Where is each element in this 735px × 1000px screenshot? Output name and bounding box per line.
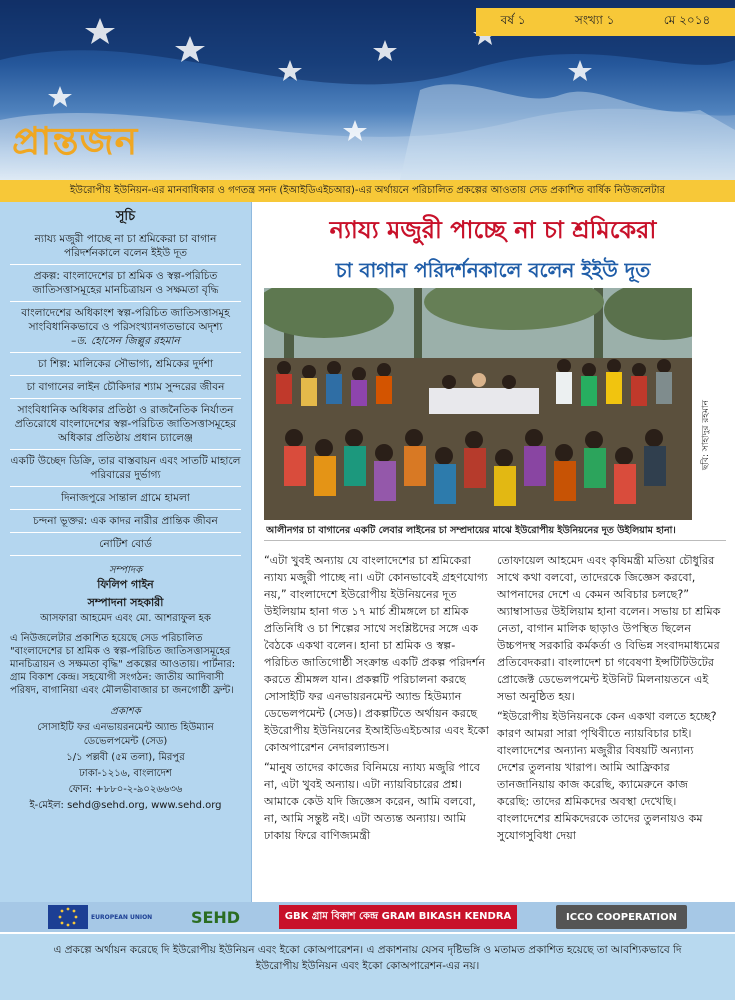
article-column-1: [264, 552, 489, 900]
issue-date: মে ২০১৪: [663, 13, 711, 27]
toc-heading: সূচি: [115, 209, 136, 224]
icco-logo: ICCO COOPERATION: [556, 905, 687, 929]
toc-item: সাংবিধানিক অধিকার প্রতিষ্ঠা ও রাজনৈতিক নির্যাতন প্রতিরোধে বাংলাদেশের স্বল্প-পরিচিত জাতিসত্তাসমূহের অধিকার প্রতিষ্ঠায় প্রধান চ্যালেঞ্জ: [10, 399, 241, 450]
toc-item-author: –ড. হোসেন জিল্লুর রহমান: [71, 335, 180, 347]
email-website[interactable]: ই-মেইল: sehd@sehd.org, www.sehd.org: [29, 800, 222, 811]
phone-number: ফোন: +৮৮০-২-৯০২৬৬৩৬: [68, 784, 183, 795]
publisher-label: প্রকাশক: [110, 706, 141, 717]
toc-item-title: বাংলাদেশের অধিকাংশ স্বল্প-পরিচিত জাতিসত্তাসমূহ সাংবিধানিকভাবে ও পরিসংখ্যানগতভাবে অদৃশ্য: [21, 307, 230, 333]
newsletter-title: প্রান্তজন: [12, 118, 139, 163]
article-paragraph: “এটা খুবই অন্যায় যে বাংলাদেশের চা শ্রমিকেরা ন্যায্য মজুরী পাচ্ছে না। এটা কোনভাবেই গ্রহণযোগ্য নয়,” বাংলাদেশে ইউরোপীয় ইউনিয়নের দূত উইলিয়াম হানা গত ১৭ মার্চ শ্রীমঙ্গলে চা শ্রমিক প্রতিনিধি ও চা শিল্পের সাথে সংশ্লিষ্টদের সঙ্গে এক বৈঠকে একথা বলেন। হানা চা শ্রমিক ও স্বল্প-পরিচিত জাতিগোষ্ঠী সংক্রান্ত একটি প্রকল্প পরিদর্শন করতে শ্রীমঙ্গল যান। প্রকল্পটি পরিচালনা করছে সোসাইটি ফর এনভায়রনমেন্ট অ্যান্ড হিউম্যান ডেভেলপমেন্ট (সেড)। প্রকল্পটিতে অর্থায়ন করছে ইউরোপীয় ইউনিয়নের ইআইডিএইচআর এবং ইকো কোঅপারেশন নেদারল্যান্ডস।: [264, 554, 489, 754]
meeting-photo: [264, 288, 692, 520]
crowd-photo-illustration: [264, 288, 692, 520]
publisher-name: সোসাইটি ফর এনভায়রনমেন্ট অ্যান্ড হিউম্যান ডেভেলপমেন্ট (সেড): [37, 722, 214, 747]
caption-divider: [264, 540, 726, 541]
assoc-editor-label: সম্পাদনা সহকারী: [87, 596, 164, 609]
address-line: ১/১ পল্লবী (৫ম তলা), মিরপুর: [66, 752, 185, 763]
issue-number: সংখ্যা ১: [574, 13, 615, 27]
gbk-logo: GBK গ্রাম বিকাশ কেন্দ্র GRAM BIKASH KENDRA: [279, 905, 517, 929]
sidebar-contents: [0, 202, 252, 902]
sehd-logo: SEHD: [190, 907, 241, 927]
editor-label: সম্পাদক: [108, 565, 143, 576]
sponsor-logo-bar: [0, 902, 735, 932]
article-paragraph: তোফায়েল আহমেদ এবং কৃষিমন্ত্রী মতিয়া চৌধুরির সাথে কথা বলবো, তাদেরকে জিজ্ঞেস করবো, আপনাদের দেশে এ কেমন অবিচার চলছে?” অ্যাম্বাসাডর উইলিয়াম হানা বলেন। সভায় চা শ্রমিক নেতা, বাগান মালিক ছাড়াও উপস্থিত ছিলেন উচ্চপদস্থ সরকারি কর্মকর্তা ও বিভিন্ন সংবাদমাধ্যমের প্রতিবেদকরা। বাংলাদেশ চা গবেষণা ইন্সটিটিউটের প্রোজেক্ট ডেভেলপমেন্ট ইউনিট মিলনায়তনে এই সভা অনুষ্ঠিত হয়।: [497, 554, 721, 703]
article-paragraph: “ইউরোপীয় ইউনিয়নকে কেন একথা বলতে হচ্ছে? কারণ আমরা সারা পৃথিবীতে ন্যায়বিচার চাই। বাংলাদেশের অন্যান্য মজুরীর বিষয়টি অন্যান্য দেশের তুলনায় খারাপ। আমি আফ্রিকার তানজানিয়ায় কাজ করেছি, ক্যামেরুনে কাজ করেছি: তাদের শ্রমিকদের অবস্থা দেখেছি। বাংলাদেশের শ্রমিকদেরকে তাদের তুলনায়ও কম সুযোগসুবিধা দেয়া: [497, 710, 717, 842]
photo-caption: আলীনগর চা বাগানের একটি লেবার লাইনের চা সম্প্রদায়ের মাঝে ইউরোপীয় ইউনিয়নের দূত উইলিয়াম হানা।: [266, 525, 676, 536]
assoc-editor-names: আসফারা আহমেদ এবং মো. আশরাফুল হক: [40, 613, 211, 624]
article-column-2: [497, 552, 722, 900]
article-subheadline: চা বাগান পরিদর্শনকালে বলেন ইইউ দূত: [335, 258, 651, 282]
address-line: ঢাকা-১২১৬, বাংলাদেশ: [79, 768, 172, 779]
toc-item: প্রকল্প: বাংলাদেশের চা শ্রমিক ও স্বল্প-পরিচিত জাতিসত্তাসমূহের মানচিত্রায়ন ও সক্ষমতা বৃদ্ধি: [10, 265, 241, 302]
toc-item: [10, 302, 241, 353]
photo-credit: ছবি: সাহাদুর রহমান: [701, 400, 711, 471]
toc-item: চা শিল্প: মালিকের সৌভাগ্য, শ্রমিকের দুর্দশা: [10, 353, 241, 376]
project-note: এ নিউজলেটার প্রকাশিত হয়েছে সেড পরিচালিত "বাংলাদেশের চা শ্রমিক ও স্বল্প-পরিচিত জাতিসত্তাসমূহের মানচিত্রায়ন ও সক্ষমতা বৃদ্ধি" প্রকল্পের আওতায়। পার্টনার: গ্রাম বিকাশ কেন্দ্র। সহযোগী সংগঠন: জাতীয় আদিবাসী পরিষদ, বাগানিয়া এবং মৌলভীবাজার চা জনগোষ্ঠী ফ্রন্ট।: [10, 633, 236, 696]
masthead-banner: [0, 0, 735, 180]
toc-item: চা বাগানের লাইন চৌকিদার শ্যাম সুন্দরের জীবন: [10, 376, 241, 399]
toc-item: চন্দনা ভূক্তর: এক কাদর নারীর প্রান্তিক জীবন: [10, 510, 241, 533]
newsletter-subtitle: ইউরোপীয় ইউনিয়ন-এর মানবাধিকার ও গণতন্ত্র সনদ (ইআইডিএইচআর)-এর অর্থায়নে পরিচালিত প্রকল্পের আওতায় সেড প্রকাশিত বার্ষিক নিউজলেটার: [0, 180, 735, 202]
toc-item: একটি উচ্ছেদ ডিক্রি, তার বাস্তবায়ন এবং সাতটি মাহালে পরিবারের দুর্ভাগ্য: [10, 450, 241, 487]
editor-name: ফিলিপ গাইন: [97, 578, 154, 591]
eu-logo-text: EUROPEAN UNION: [91, 913, 153, 921]
toc-item: নোটিশ বোর্ড: [10, 533, 241, 556]
article-headline: ন্যায্য মজুরী পাচ্ছে না চা শ্রমিকেরা: [329, 216, 657, 244]
issue-volume: বর্ষ ১: [500, 13, 526, 27]
issue-info-bar: [476, 8, 735, 36]
article-paragraph: “মানুষ তাদের কাজের বিনিময়ে ন্যায্য মজুরি পাবে না, এটা খুবই অন্যায়। এটা ন্যায়বিচারের প্রশ্ন। আমাকে কেউ যদি জিজ্ঞেস করেন, আমি বলবো, না, আমি সন্তুষ্ট নই। এটা অত্যন্ত অন্যায়। আমি ঢাকায় ফিরে বাণিজ্যমন্ত্রী: [264, 761, 480, 842]
eu-flag-icon: [48, 905, 88, 929]
toc-item: ন্যায্য মজুরী পাচ্ছে না চা শ্রমিকেরা চা বাগান পরিদর্শনকালে বলেন ইইউ দূত: [10, 228, 241, 265]
toc-item: দিনাজপুরে সান্তাল গ্রামে হামলা: [10, 487, 241, 510]
eu-logo: [48, 905, 152, 929]
funding-disclaimer: এ প্রকল্পে অর্থায়ন করেছে দি ইউরোপীয় ইউনিয়ন এবং ইকো কোঅপারেশন। এ প্রকাশনায় যেসব দৃষ্টিভঙ্গি ও মতামত প্রকাশিত হয়েছে তা আবশ্যিকভাবে দি ইউরোপীয় ইউনিয়ন এবং ইকো কোঅপারেশন-এর নয়।: [0, 934, 735, 1000]
